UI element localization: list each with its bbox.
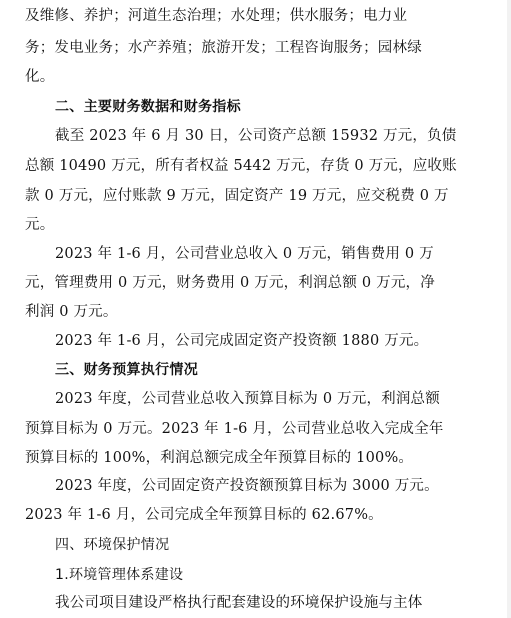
text-line: 款 0 万元，应付账款 9 万元，固定资产 19 万元，应交税费 0 万 <box>25 188 449 204</box>
section-heading: 三、财务预算执行情况 <box>55 362 198 378</box>
text-line: 我公司项目建设严格执行配套建设的环境保护设施与主体 <box>55 595 423 611</box>
text-line: 利润 0 万元。 <box>25 304 118 320</box>
text-line: 2023 年 1-6 月，公司完成全年预算目标的 62.67%。 <box>25 507 383 523</box>
text-line: 2023 年度，公司固定资产投资额预算目标为 3000 万元。 <box>55 478 439 494</box>
text-line: 元。 <box>25 217 55 233</box>
text-line: 2023 年度，公司营业总收入预算目标为 0 万元，利润总额 <box>55 391 440 407</box>
section-heading: 四、环境保护情况 <box>55 537 170 553</box>
text-line: 预算目标的 100%，利润总额完成全年预算目标的 100%。 <box>25 450 414 466</box>
text-line: 2023 年 1-6 月，公司营业总收入 0 万元，销售费用 0 万 <box>55 246 434 262</box>
subsection-heading: 1.环境管理体系建设 <box>55 567 184 583</box>
text-line: 元，管理费用 0 万元，财务费用 0 万元，利润总额 0 万元，净 <box>25 275 435 291</box>
text-line: 预算目标为 0 万元。2023 年 1-6 月，公司营业总收入完成全年 <box>25 421 444 437</box>
text-line: 总额 10490 万元，所有者权益 5442 万元，存货 0 万元，应收账 <box>25 158 457 174</box>
text-line: 务；发电业务；水产养殖；旅游开发；工程咨询服务；园林绿 <box>25 40 422 56</box>
text-line: 截至 2023 年 6 月 30 日，公司资产总额 15932 万元，负债 <box>55 128 457 144</box>
section-heading: 二、主要财务数据和财务指标 <box>55 99 241 115</box>
text-line: 化。 <box>25 69 55 85</box>
page-edge <box>507 0 511 618</box>
text-line: 及维修、养护；河道生态治理；水处理；供水服务；电力业 <box>25 8 408 24</box>
text-line: 2023 年 1-6 月，公司完成固定资产投资额 1880 万元。 <box>55 333 429 349</box>
